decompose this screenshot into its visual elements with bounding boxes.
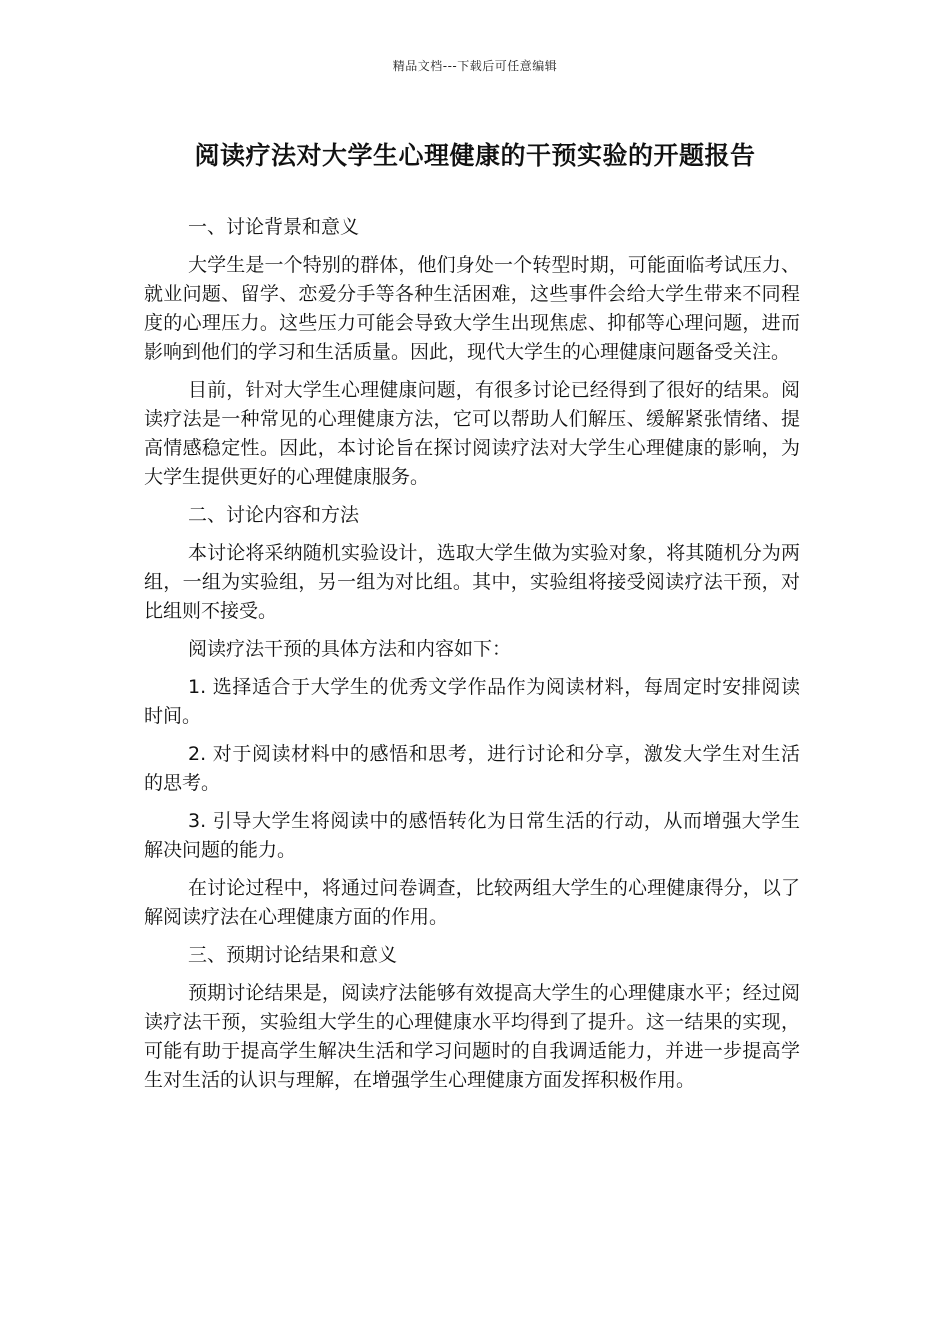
list-item: 1. 选择适合于大学生的优秀文学作品作为阅读材料，每周定时安排阅读时间。 (144, 676, 800, 727)
paragraph: 阅读疗法干预的具体方法和内容如下： (188, 638, 512, 660)
header-note: 精品文档---下载后可任意编辑 (392, 59, 558, 73)
paragraph: 在讨论过程中，将通过问卷调查，比较两组大学生的心理健康得分，以了解阅读疗法在心理健康方面的作用。 (144, 877, 800, 928)
section-heading-expected-results: 三、预期讨论结果和意义 (188, 944, 398, 966)
paragraph: 预期讨论结果是，阅读疗法能够有效提高大学生的心理健康水平；经过阅读疗法干预，实验组大学生的心理健康水平均得到了提升。这一结果的实现，可能有助于提高学生解决生活和学习问题时的自我调适能力，并进一步提高学生对生活的认识与理解，在增强学生心理健康方面发挥积极作用。 (144, 982, 800, 1091)
document-body (144, 213, 800, 1104)
list-item: 3. 引导大学生将阅读中的感悟转化为日常生活的行动，从而增强大学生解决问题的能力。 (144, 810, 800, 861)
section-heading-methods: 二、讨论内容和方法 (188, 504, 360, 526)
list-item: 2. 对于阅读材料中的感悟和思考，进行讨论和分享，激发大学生对生活的思考。 (144, 743, 800, 794)
section-heading-background: 一、讨论背景和意义 (188, 216, 360, 238)
paragraph: 本讨论将采纳随机实验设计，选取大学生做为实验对象，将其随机分为两组，一组为实验组，另一组为对比组。其中，实验组将接受阅读疗法干预，对比组则不接受。 (144, 542, 800, 622)
paragraph: 大学生是一个特别的群体，他们身处一个转型时期，可能面临考试压力、就业问题、留学、恋爱分手等各种生活困难，这些事件会给大学生带来不同程度的心理压力。这些压力可能会导致大学生出现焦虑、抑郁等心理问题，进而影响到他们的学习和生活质量。因此，现代大学生的心理健康问题备受关注。 (144, 254, 800, 363)
paragraph: 目前，针对大学生心理健康问题，有很多讨论已经得到了很好的结果。阅读疗法是一种常见的心理健康方法，它可以帮助人们解压、缓解紧张情绪、提高情感稳定性。因此，本讨论旨在探讨阅读疗法对大学生心理健康的影响，为大学生提供更好的心理健康服务。 (144, 379, 800, 488)
document-title: 阅读疗法对大学生心理健康的干预实验的开题报告 (194, 141, 756, 170)
